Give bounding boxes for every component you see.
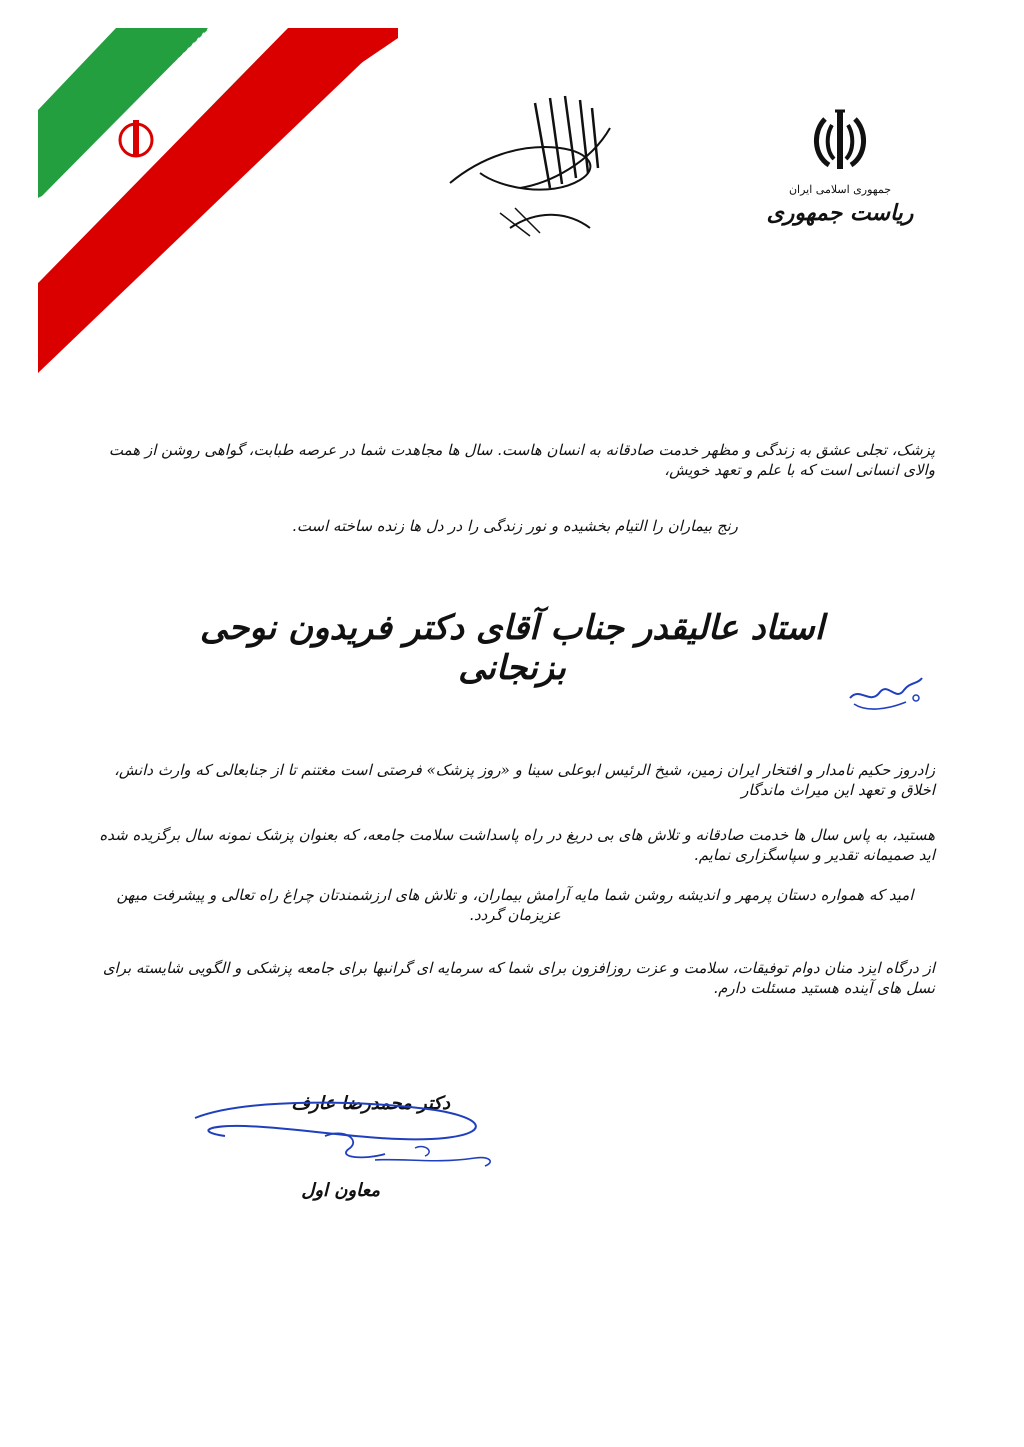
- body-line-3: امید که همواره دستان پرمهر و اندیشه روشن شما مایه آرامش بیماران، و تلاش های ارزشمندتان چراغ راه تعالی و پیشرفت میهن عزیزمان گردد.: [116, 886, 914, 924]
- signer-title: معاون اول: [301, 1180, 380, 1201]
- iran-emblem-icon: [805, 105, 875, 175]
- handwritten-salutation: [846, 668, 926, 714]
- intro-line-2: رنج بیماران را التیام بخشیده و نور زندگی را در دل ها زنده ساخته است.: [292, 517, 738, 535]
- presidency-header: [760, 105, 920, 255]
- bismillah-tughra: [440, 88, 630, 240]
- body-line-4: از درگاه ایزد منان دوام توفیقات، سلامت و عزت روزافزون برای شما که سرمایه ای گرانبها برای جامعه پزشکی و الگویی شایسته برای نسل های آینده هستید مسئلت دارم.: [102, 959, 935, 997]
- gov-small-label: جمهوری اسلامی ایران: [788, 183, 892, 196]
- body-line-1: زادروز حکیم نامدار و افتخار ایران زمین، شیخ الرئیس ابوعلی سینا و «روز پزشک» فرصتی است مغتنم تا از جنابعالی که وارث دانش، اخلاق و تعهد این میراث ماندگار: [114, 761, 935, 799]
- gov-big-label: ریاست جمهوری: [766, 200, 914, 226]
- body-line-2: هستید، به پاس سال ها خدمت صادقانه و تلاش های بی دریغ در راه پاسداشت سلامت جامعه، که بعنوان پزشک نمونه سال برگزیده شده اید صمیمانه تقدیر و سپاسگزاری نمایم.: [99, 826, 935, 864]
- intro-line-1: پزشک، تجلی عشق به زندگی و مظهر خدمت صادقانه به انسان هاست. سال ها مجاهدت شما در عرصه طبابت، گواهی روشن از همت والای انسانی است که با علم و تعهد خویش،: [108, 441, 935, 479]
- handwritten-signature: [185, 1088, 515, 1178]
- signer-name: دکتر محمدرضا عارف: [291, 1093, 450, 1114]
- iran-flag-graphic: [38, 28, 398, 373]
- addressee-title: استاد عالیقدر جناب آقای دکتر فریدون نوحی بزنجانی: [199, 608, 825, 688]
